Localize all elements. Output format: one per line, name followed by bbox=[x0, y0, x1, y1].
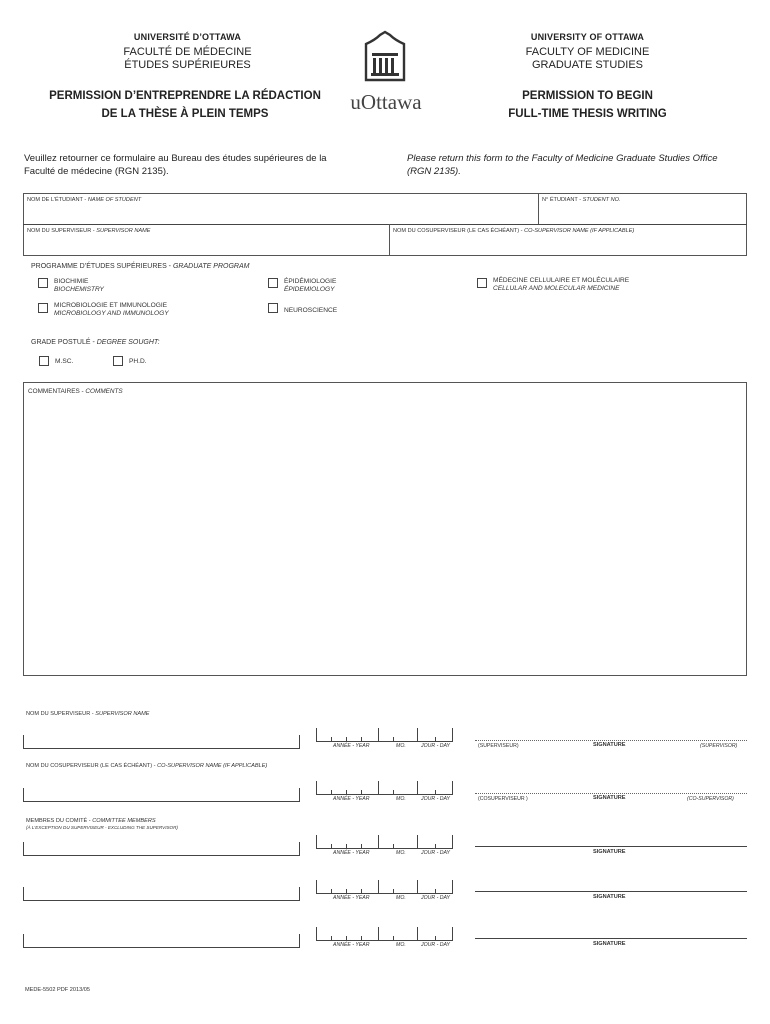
committee-1-signature-line[interactable] bbox=[475, 846, 747, 847]
en-title-line2: FULL-TIME THESIS WRITING bbox=[508, 108, 667, 120]
cosupervisor-name-input[interactable] bbox=[23, 788, 300, 802]
cosupervisor-signature-line[interactable] bbox=[475, 793, 747, 794]
neuroscience-checkbox[interactable] bbox=[268, 303, 278, 313]
student-name-field[interactable]: NOM DE L’ÉTUDIANT - NAME OF STUDENT bbox=[27, 197, 142, 203]
cellular-medicine-checkbox[interactable] bbox=[477, 278, 487, 288]
uottawa-logo bbox=[335, 30, 435, 120]
intro-fr-line2: Faculté de médecine (RGN 2135). bbox=[24, 166, 169, 177]
committee-member-3-input[interactable] bbox=[23, 934, 300, 948]
comments-label: COMMENTAIRES - COMMENTS bbox=[28, 388, 123, 395]
sig-supervisor-heading: NOM DU SUPERVISEUR - SUPERVISOR NAME bbox=[26, 711, 150, 717]
msc-label: M.SC. bbox=[55, 358, 74, 365]
intro-en-line1: Please return this form to the Faculty of Medicine Graduate Studies Office bbox=[407, 153, 718, 164]
committee-2-date-input[interactable] bbox=[316, 880, 453, 894]
neuroscience-label: NEUROSCIENCE bbox=[284, 307, 338, 314]
microbiology-checkbox[interactable] bbox=[38, 303, 48, 313]
supervisor-name-input[interactable] bbox=[23, 735, 300, 749]
epidemiology-label: ÉPIDÉMIOLOGIE ÉPIDEMIOLOGY bbox=[284, 278, 337, 293]
committee-heading: MEMBRES DU COMITÉ - COMMITTEE MEMBERS bbox=[26, 818, 156, 824]
biochemistry-label: BIOCHIMIE BIOCHEMISTRY bbox=[54, 278, 104, 293]
comments-textarea[interactable] bbox=[23, 382, 747, 676]
cosupervisor-date-input[interactable] bbox=[316, 781, 453, 795]
en-university: UNIVERSITY OF OTTAWA bbox=[530, 32, 645, 42]
committee-3-date-input[interactable] bbox=[316, 927, 453, 941]
cellular-medicine-label: MÉDECINE CELLULAIRE ET MOLÉCULAIRE CELLULAR AND MOLECULAR MEDICINE bbox=[493, 277, 630, 292]
student-number-field[interactable]: N° ÉTUDIANT - STUDENT NO. bbox=[542, 197, 621, 203]
fr-faculty: FACULTÉ DE MÉDECINE bbox=[123, 46, 252, 58]
committee-member-1-input[interactable] bbox=[23, 842, 300, 856]
en-title-line1: PERMISSION TO BEGIN bbox=[522, 90, 653, 102]
biochemistry-checkbox[interactable] bbox=[38, 278, 48, 288]
cosupervisor-name-field[interactable]: NOM DU COSUPERVISEUR (LE CAS ÉCHÉANT) - CO-SUPERVISOR NAME (IF APPLICABLE) bbox=[393, 228, 635, 234]
sig-cosupervisor-heading: NOM DU COSUPERVISEUR (LE CAS ÉCHÉANT) - CO-SUPERVISOR NAME (IF APPLICABLE) bbox=[26, 763, 268, 769]
supervisor-signature-line[interactable] bbox=[475, 740, 747, 741]
university-building-icon bbox=[335, 30, 435, 90]
committee-2-signature-line[interactable] bbox=[475, 891, 747, 892]
intro-en-line2: (RGN 2135). bbox=[407, 166, 461, 177]
form-code: MEDE-5502 PDF 2013/05 bbox=[25, 987, 90, 993]
epidemiology-checkbox[interactable] bbox=[268, 278, 278, 288]
committee-3-signature-line[interactable] bbox=[475, 938, 747, 939]
en-studies: GRADUATE STUDIES bbox=[531, 59, 644, 71]
supervisor-name-field[interactable]: NOM DU SUPERVISEUR - SUPERVISOR NAME bbox=[27, 228, 151, 234]
phd-label: PH.D. bbox=[129, 358, 147, 365]
committee-member-2-input[interactable] bbox=[23, 887, 300, 901]
phd-checkbox[interactable] bbox=[113, 356, 123, 366]
committee-note: (À L’EXCEPTION DU SUPERVISEUR - EXCLUDING THE SUPERVISOR) bbox=[26, 825, 178, 830]
program-heading: PROGRAMME D’ÉTUDES SUPÉRIEURES - GRADUATE PROGRAM bbox=[31, 263, 250, 270]
microbiology-label: MICROBIOLOGIE ET IMMUNOLOGIE MICROBIOLOGY AND IMMUNOLOGY bbox=[54, 302, 169, 317]
fr-title-line1: PERMISSION D’ENTREPRENDRE LA RÉDACTION bbox=[49, 90, 321, 102]
msc-checkbox[interactable] bbox=[39, 356, 49, 366]
fr-university: UNIVERSITÉ D’OTTAWA bbox=[133, 32, 242, 42]
intro-fr-line1: Veuillez retourner ce formulaire au Bureau des études supérieures de la bbox=[24, 153, 327, 164]
en-faculty: FACULTY OF MEDICINE bbox=[525, 46, 650, 58]
logo-wordmark: uOttawa bbox=[350, 90, 422, 114]
fr-studies: ÉTUDES SUPÉRIEURES bbox=[124, 59, 251, 71]
committee-1-date-input[interactable] bbox=[316, 835, 453, 849]
degree-heading: GRADE POSTULÉ - DEGREE SOUGHT: bbox=[31, 339, 160, 346]
supervisor-date-input[interactable] bbox=[316, 728, 453, 742]
fr-title-line2: DE LA THÈSE À PLEIN TEMPS bbox=[101, 108, 269, 120]
